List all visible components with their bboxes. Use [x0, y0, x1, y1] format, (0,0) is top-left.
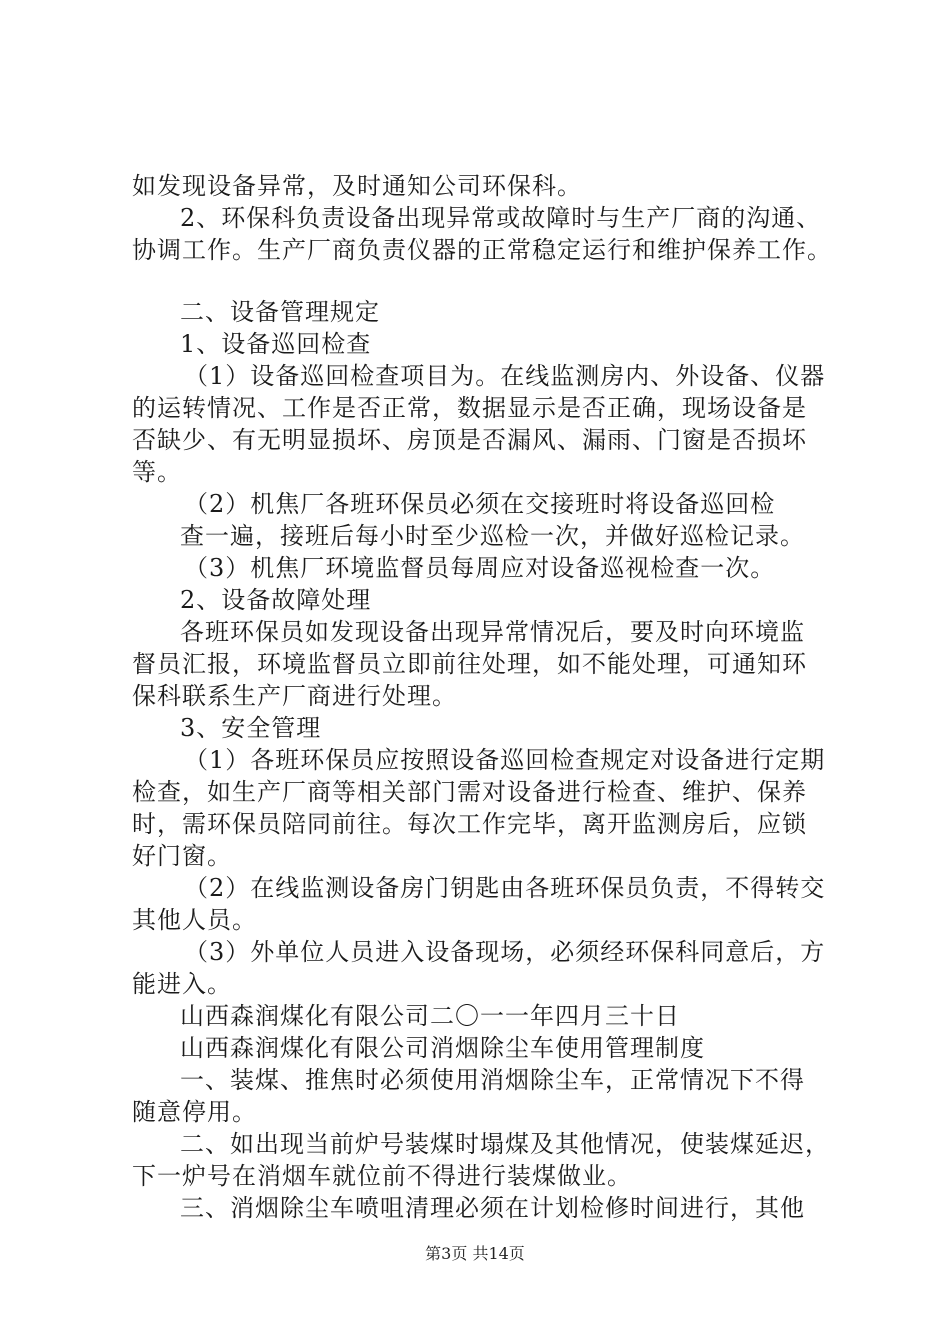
paragraph-line: 下一炉号在消烟车就位前不得进行装煤做业。 — [132, 1162, 632, 1190]
document-title: 山西森润煤化有限公司消烟除尘车使用管理制度 — [180, 1034, 705, 1062]
signature-line: 山西森润煤化有限公司二〇一一年四月三十日 — [180, 1002, 680, 1030]
paragraph-line: （2）机焦厂各班环保员必须在交接班时将设备巡回检 — [184, 490, 776, 518]
page-footer: 第3页 共14页 — [425, 1244, 525, 1263]
paragraph-line: 查一遍，接班后每小时至少巡检一次，并做好巡检记录。 — [180, 522, 805, 550]
paragraph-line: 好门窗。 — [132, 842, 232, 870]
paragraph-gap — [132, 266, 852, 296]
section-heading: 二、设备管理规定 — [180, 298, 380, 326]
subsection-heading: 1、设备巡回检查 — [180, 330, 372, 358]
document-body — [132, 170, 852, 1224]
paragraph-line: （1）设备巡回检查项目为。在线监测房内、外设备、仪器 — [184, 362, 826, 390]
paragraph-line: （1）各班环保员应按照设备巡回检查规定对设备进行定期 — [184, 746, 826, 774]
paragraph-line: 时，需环保员陪同前往。每次工作完毕，离开监测房后，应锁 — [132, 810, 807, 838]
paragraph-line: 随意停用。 — [132, 1098, 257, 1126]
paragraph-line: （3）机焦厂环境监督员每周应对设备巡视检查一次。 — [184, 554, 776, 582]
paragraph-line: （2）在线监测设备房门钥匙由各班环保员负责，不得转交 — [184, 874, 826, 902]
paragraph-line: 协调工作。生产厂商负责仪器的正常稳定运行和维护保养工作。 — [132, 236, 832, 264]
paragraph-line: 督员汇报，环境监督员立即前往处理，如不能处理，可通知环 — [132, 650, 807, 678]
paragraph-line: 各班环保员如发现设备出现异常情况后，要及时向环境监 — [180, 618, 805, 646]
paragraph-line: 的运转情况、工作是否正常，数据显示是否正确，现场设备是 — [132, 394, 807, 422]
paragraph-line: 等。 — [132, 458, 182, 486]
paragraph-line: 2、环保科负责设备出现异常或故障时与生产厂商的沟通、 — [180, 204, 822, 232]
subsection-heading: 2、设备故障处理 — [180, 586, 372, 614]
paragraph-line: 保科联系生产厂商进行处理。 — [132, 682, 457, 710]
paragraph-line: 检查，如生产厂商等相关部门需对设备进行检查、维护、保养 — [132, 778, 807, 806]
paragraph-line: 其他人员。 — [132, 906, 257, 934]
subsection-heading: 3、安全管理 — [180, 714, 322, 742]
paragraph-line: 一、装煤、推焦时必须使用消烟除尘车，正常情况下不得 — [180, 1066, 805, 1094]
paragraph-line: 三、消烟除尘车喷咀清理必须在计划检修时间进行，其他 — [180, 1194, 805, 1222]
paragraph-line: 二、如出现当前炉号装煤时塌煤及其他情况，使装煤延迟， — [180, 1130, 830, 1158]
paragraph-line: （3）外单位人员进入设备现场，必须经环保科同意后，方 — [184, 938, 826, 966]
paragraph-line: 如发现设备异常，及时通知公司环保科。 — [132, 172, 582, 200]
paragraph-line: 能进入。 — [132, 970, 232, 998]
paragraph-line: 否缺少、有无明显损坏、房顶是否漏风、漏雨、门窗是否损坏 — [132, 426, 807, 454]
